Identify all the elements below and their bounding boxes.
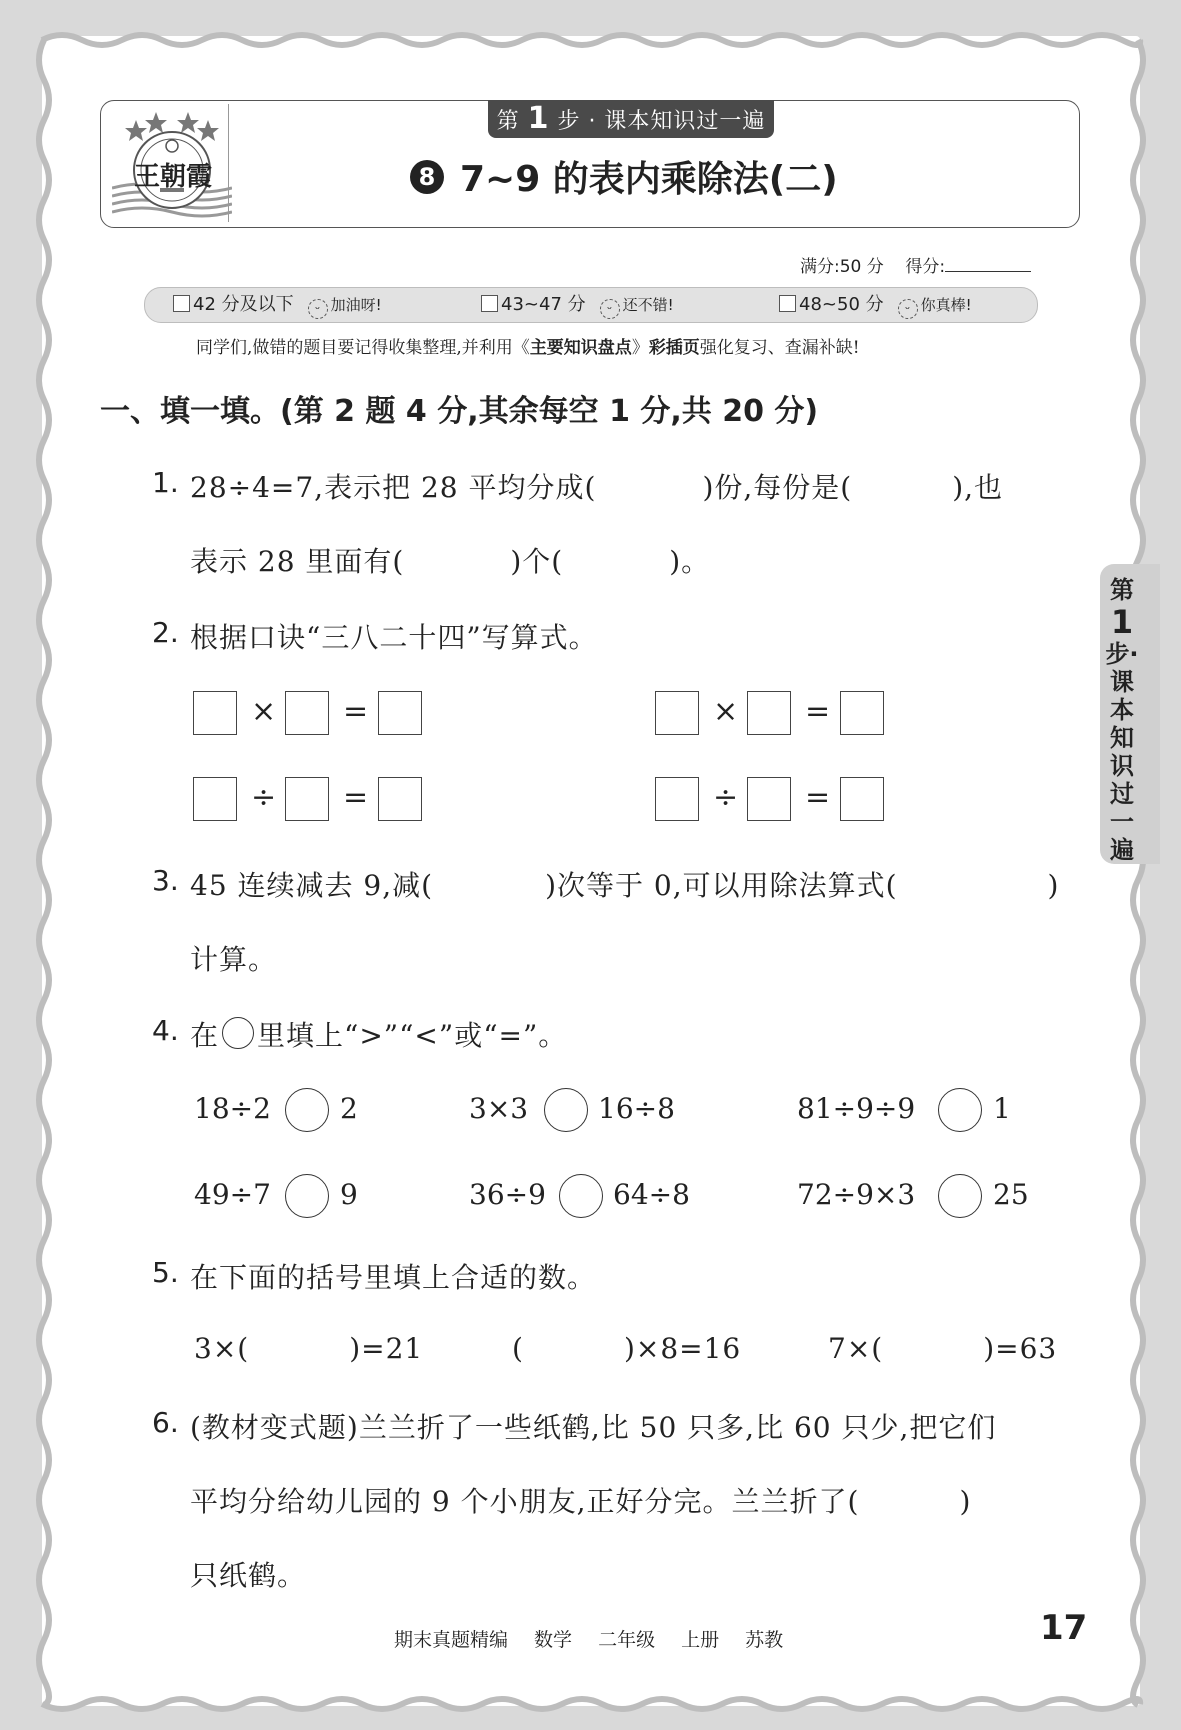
q4-text-a: 在	[190, 1019, 220, 1052]
notice-end: 强化复习、查漏补缺!	[699, 338, 860, 358]
answer-box[interactable]	[193, 777, 237, 821]
rating-low-comment: 加油呀!	[330, 296, 382, 314]
rating-high-checkbox[interactable]	[779, 295, 796, 312]
equals-sign: =	[805, 780, 831, 815]
q5-e3-b: )=63	[983, 1332, 1058, 1365]
step-banner	[488, 100, 774, 138]
notice-bold: 主要知识盘点	[529, 338, 632, 358]
answer-box[interactable]	[747, 691, 791, 735]
q1-text-c: ),也	[952, 471, 1004, 504]
notice-bold2: 彩插页	[648, 338, 700, 358]
rating-high	[779, 288, 972, 322]
rating-low-checkbox[interactable]	[173, 295, 190, 312]
compare-circle[interactable]	[544, 1088, 588, 1132]
answer-box[interactable]	[747, 777, 791, 821]
full-score-label: 满分:50 分	[800, 257, 884, 277]
q4-item-3-right: 1	[993, 1092, 1011, 1125]
answer-box[interactable]	[840, 777, 884, 821]
answer-box[interactable]	[378, 691, 422, 735]
q5-expr-2	[512, 1332, 741, 1365]
q4-number: 4.	[152, 1014, 179, 1047]
answer-box[interactable]	[193, 691, 237, 735]
q1-line1	[190, 466, 1003, 506]
q5-expr-3	[828, 1332, 1057, 1365]
q6-line3: 只纸鹤。	[190, 1559, 307, 1592]
compare-circle[interactable]	[559, 1174, 603, 1218]
q3-text-b: )次等于 0,可以用除法算式(	[545, 869, 898, 902]
rating-mid-range: 43~47 分	[501, 294, 586, 315]
q1-number: 1.	[152, 466, 179, 499]
q5-e3-a: 7×(	[828, 1332, 884, 1365]
q4-item-2-right: 16÷8	[598, 1092, 675, 1125]
equals-sign: =	[343, 694, 369, 729]
q5-number: 5.	[152, 1256, 179, 1289]
rating-low	[173, 288, 382, 322]
divide-sign: ÷	[251, 780, 277, 815]
q1-text-a: 28÷4=7,表示把 28 平均分成(	[190, 471, 597, 504]
q3-number: 3.	[152, 864, 179, 897]
compare-circle[interactable]	[285, 1088, 329, 1132]
step-number: 1	[527, 101, 550, 136]
answer-box[interactable]	[840, 691, 884, 735]
notice-before: 同学们,做错的题目要记得收集整理,并利用《	[196, 338, 530, 358]
q4-item-4-right: 9	[340, 1178, 358, 1211]
q1-text-d: 表示 28 里面有(	[190, 545, 405, 578]
score-blank[interactable]	[945, 257, 1031, 272]
notice-after: 》	[631, 338, 649, 358]
divide-sign: ÷	[713, 780, 739, 815]
circle-icon	[222, 1017, 254, 1049]
q3-text-c: )	[1047, 869, 1060, 902]
q5-e2-a: (	[512, 1332, 524, 1365]
q6-text-b: )	[959, 1485, 972, 1518]
q4-item-2-left: 3×3	[469, 1092, 529, 1125]
logo-text: 王朝霞	[133, 162, 212, 192]
q2-number: 2.	[152, 616, 179, 649]
q4-text	[190, 1014, 567, 1054]
q4-item-1-left: 18÷2	[194, 1092, 271, 1125]
chapter-title: 7~9 的表内乘除法(二)	[460, 159, 838, 200]
smiley-icon: ᵕ	[898, 299, 918, 319]
q3-line2: 计算。	[190, 943, 278, 976]
rating-mid-checkbox[interactable]	[481, 295, 498, 312]
q4-item-3-left: 81÷9÷9	[797, 1092, 916, 1125]
answer-box[interactable]	[285, 691, 329, 735]
side-tab-suffix: 步·课本知识过一遍	[1105, 640, 1139, 864]
q1-text-b: )份,每份是(	[702, 471, 853, 504]
q4-item-4-left: 49÷7	[194, 1178, 271, 1211]
q6-text-a: 平均分给幼儿园的 9 个小朋友,正好分完。兰兰折了(	[190, 1485, 860, 1518]
score-line	[800, 252, 1031, 277]
q3-line1	[190, 864, 1059, 904]
equals-sign: =	[805, 694, 831, 729]
section-title: 一、填一填。(第 2 题 4 分,其余每空 1 分,共 20 分)	[100, 394, 819, 429]
page-number: 17	[1040, 1608, 1088, 1648]
q5-e2-b: )×8=16	[623, 1332, 742, 1365]
q5-e1-a: 3×(	[194, 1332, 250, 1365]
q6-number: 6.	[152, 1406, 179, 1439]
rating-low-range: 42 分及以下	[193, 294, 294, 315]
rating-mid-comment: 还不错!	[622, 296, 674, 314]
smiley-icon: ᵕ	[600, 299, 620, 319]
q5-text: 在下面的括号里填上合适的数。	[190, 1261, 597, 1294]
q6-line1: (教材变式题)兰兰折了一些纸鹤,比 50 只多,比 60 只少,把它们	[190, 1411, 997, 1444]
header-divider	[228, 104, 229, 222]
equals-sign: =	[343, 780, 369, 815]
chapter-number-badge: 8	[410, 160, 444, 194]
q1-text-f: )。	[669, 545, 711, 578]
side-tab-prefix: 第	[1110, 576, 1134, 604]
smiley-icon: ᵕ	[308, 299, 328, 319]
times-sign: ×	[251, 694, 277, 729]
compare-circle[interactable]	[938, 1174, 982, 1218]
q4-item-1-right: 2	[340, 1092, 358, 1125]
side-tab-number: 1	[1110, 603, 1134, 641]
notice-text	[196, 333, 860, 358]
rating-mid	[481, 288, 674, 322]
answer-box[interactable]	[655, 691, 699, 735]
footer-text: 期末真题精编 数学 二年级 上册 苏教	[394, 1629, 784, 1651]
rating-high-comment: 你真棒!	[920, 296, 972, 314]
rating-high-range: 48~50 分	[799, 294, 884, 315]
compare-circle[interactable]	[938, 1088, 982, 1132]
step-suffix: 步 · 课本知识过一遍	[557, 109, 766, 134]
answer-box[interactable]	[378, 777, 422, 821]
q5-e1-b: )=21	[349, 1332, 424, 1365]
score-label: 得分:	[905, 257, 946, 277]
q6-line2	[190, 1480, 971, 1520]
step-prefix: 第	[496, 109, 520, 134]
q2-text: 根据口诀“三八二十四”写算式。	[190, 621, 598, 654]
q4-item-6-left: 72÷9×3	[797, 1178, 916, 1211]
q4-item-6-right: 25	[993, 1178, 1029, 1211]
q5-expr-1	[194, 1332, 423, 1365]
q3-text-a: 45 连续减去 9,减(	[190, 869, 434, 902]
q1-text-e: )个(	[510, 545, 564, 578]
q4-item-5-right: 64÷8	[613, 1178, 690, 1211]
compare-circle[interactable]	[285, 1174, 329, 1218]
answer-box[interactable]	[285, 777, 329, 821]
side-tab-label	[1105, 576, 1139, 864]
q4-text-b: 里填上“>”“<”或“=”。	[257, 1019, 568, 1052]
rating-bar	[144, 287, 1038, 323]
chapter-title-row	[410, 150, 890, 210]
q1-line2	[190, 540, 710, 580]
q4-item-5-left: 36÷9	[469, 1178, 546, 1211]
answer-box[interactable]	[655, 777, 699, 821]
times-sign: ×	[713, 694, 739, 729]
